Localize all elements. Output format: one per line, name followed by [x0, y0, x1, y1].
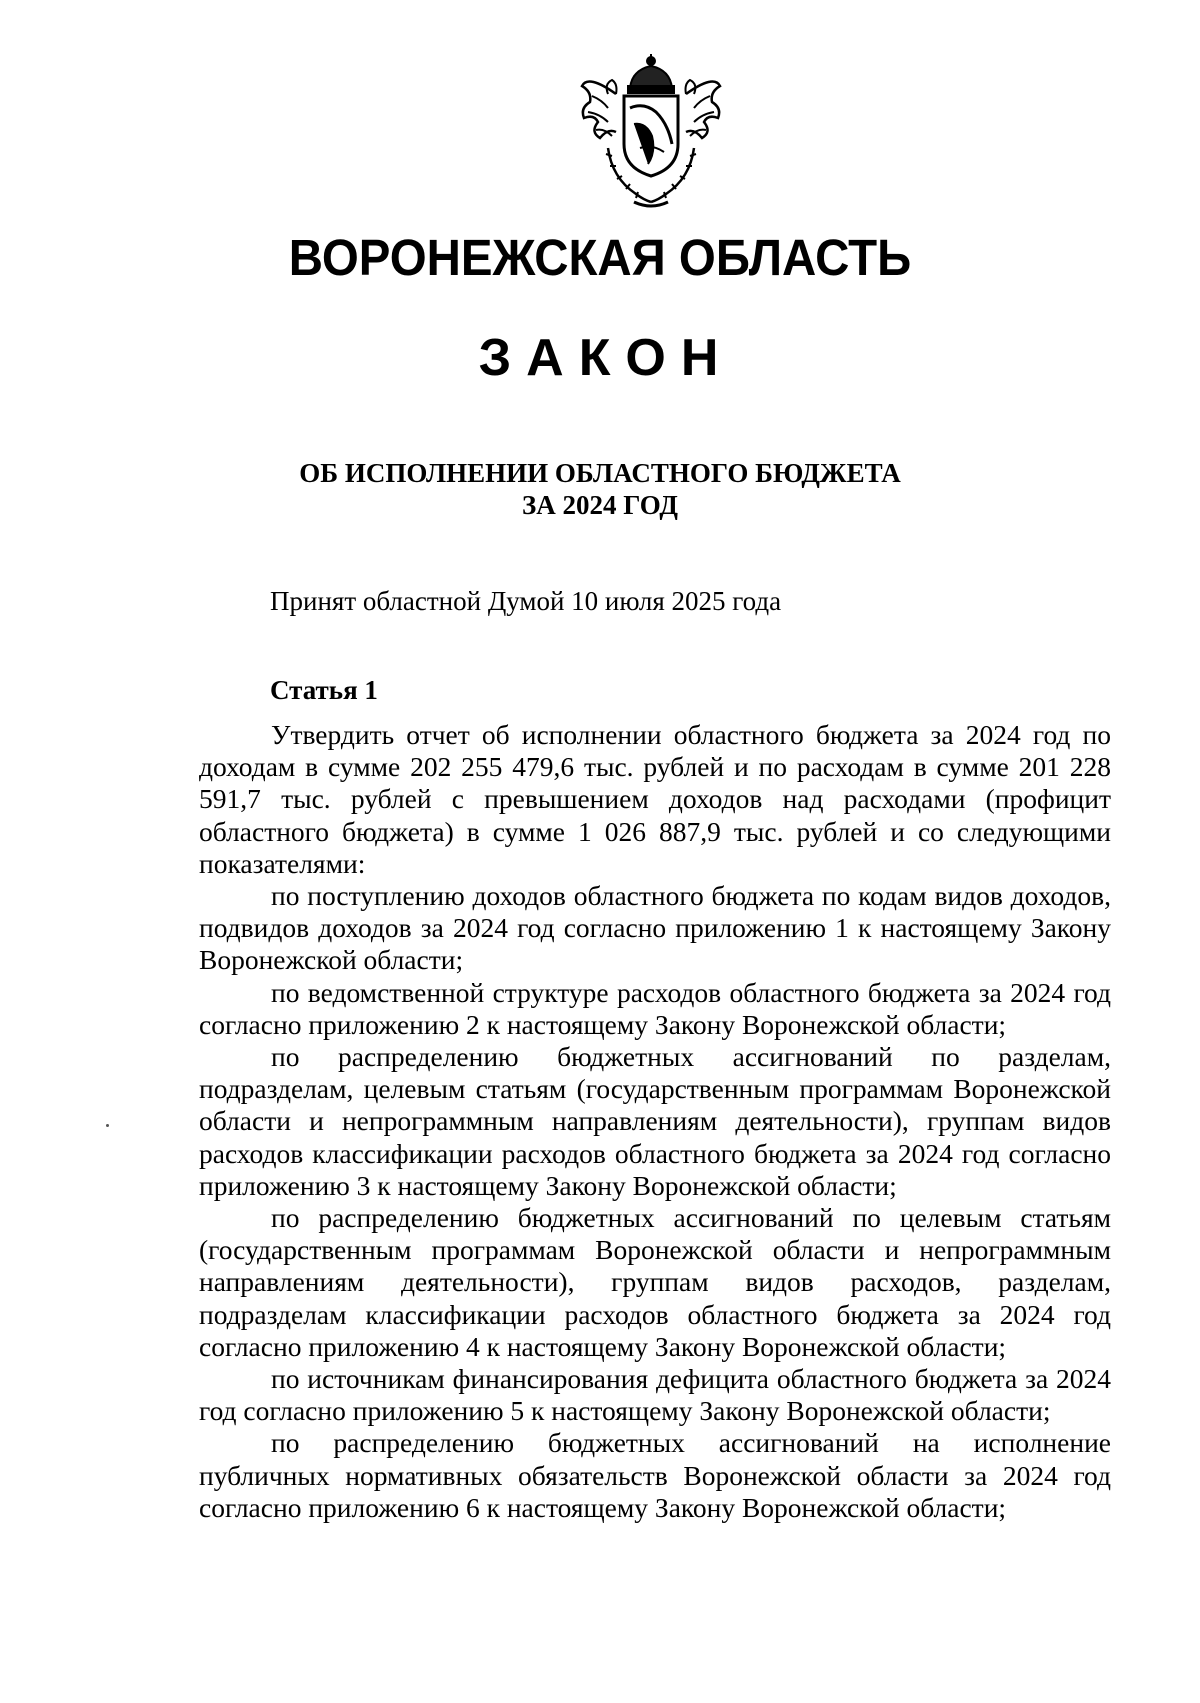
article-paragraph: по распределению бюджетных ассигнований по разделам, подразделам, целевым статьям (государственным программам Воронежской области и непрограммным направлениям деятельности), группам видов расходов классификации расходов областного бюджета за 2024 год согласно приложению 3 к настоящему Закону Воронежской области;	[199, 1041, 1111, 1201]
article-title: Статья 1	[270, 675, 378, 705]
coat-of-arms-emblem	[578, 52, 724, 210]
article-body	[199, 719, 1111, 1524]
article-paragraph: по источникам финансирования дефицита областного бюджета за 2024 год согласно приложению 5 к настоящему Закону Воронежской области;	[199, 1363, 1111, 1427]
law-heading-line-2: ЗА 2024 ГОД	[522, 490, 678, 520]
article-paragraph: Утвердить отчет об исполнении областного бюджета за 2024 год по доходам в сумме 202 255 479,6 тыс. рублей и по расходам в сумме 201 228 591,7 тыс. рублей с превышением доходов над расходами (профицит областного бюджета) в сумме 1 026 887,9 тыс. рублей и со следующими показателями:	[199, 719, 1111, 879]
article-paragraph: по распределению бюджетных ассигнований по целевым статьям (государственным программам Воронежской области и непрограммным направлениям деятельности), группам видов расходов, разделам, подразделам классификации расходов областного бюджета за 2024 год согласно приложению 4 к настоящему Закону Воронежской области;	[199, 1202, 1111, 1362]
article-paragraph: по поступлению доходов областного бюджета по кодам видов доходов, подвидов доходов за 2024 год согласно приложению 1 к настоящему Закону Воронежской области;	[199, 880, 1111, 976]
region-title: ВОРОНЕЖСКАЯ ОБЛАСТЬ	[288, 229, 912, 286]
law-heading-line-1: ОБ ИСПОЛНЕНИИ ОБЛАСТНОГО БЮДЖЕТА	[299, 458, 901, 488]
article-paragraph: по распределению бюджетных ассигнований на исполнение публичных нормативных обязательств Воронежской области за 2024 год согласно приложению 6 к настоящему Закону Воронежской области;	[199, 1427, 1111, 1523]
document-type-title: ЗАКОН	[478, 329, 734, 387]
article-paragraph: по ведомственной структуре расходов областного бюджета за 2024 год согласно приложению 2 к настоящему Закону Воронежской области;	[199, 976, 1111, 1040]
adoption-note: Принят областной Думой 10 июля 2025 года	[270, 586, 782, 616]
scan-speck	[106, 1124, 109, 1127]
